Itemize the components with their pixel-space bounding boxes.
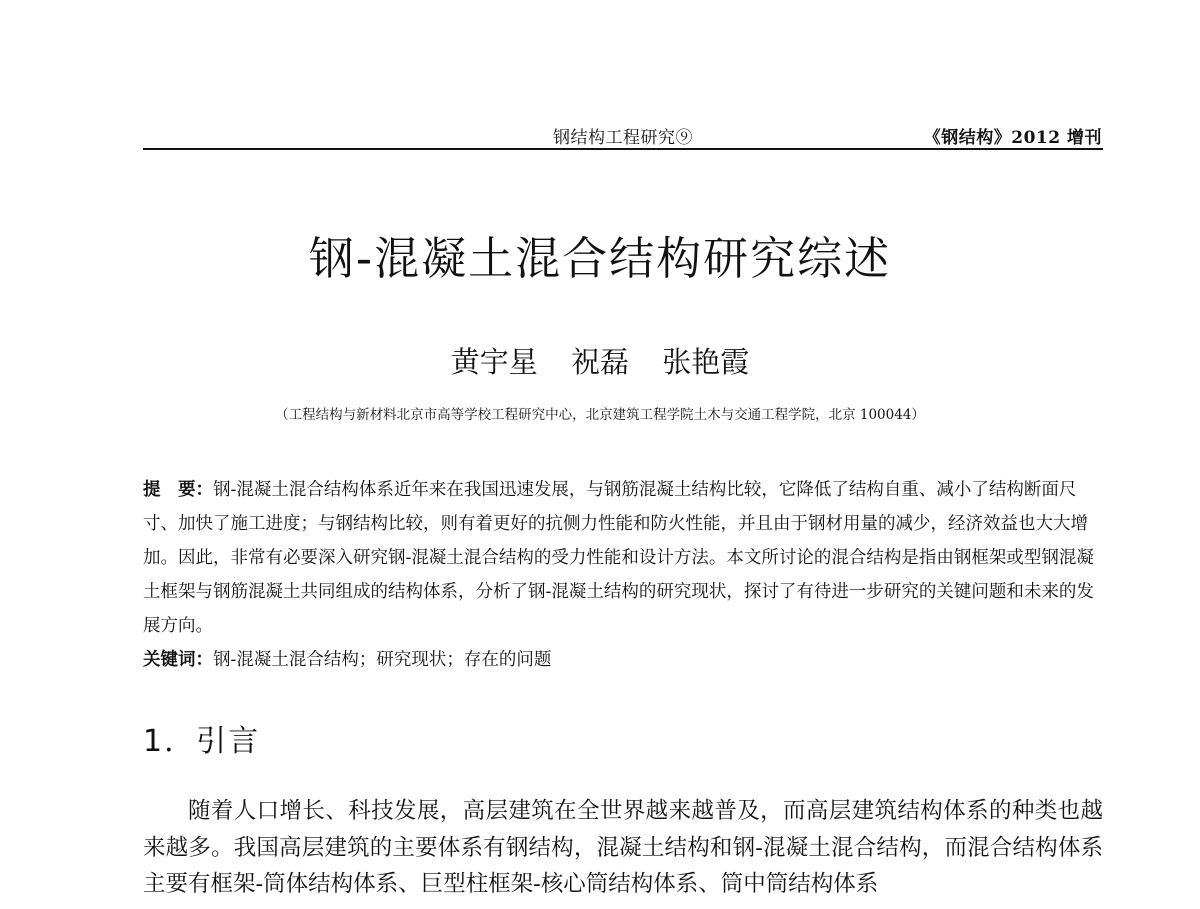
- abstract: [143, 473, 1103, 643]
- keywords: [143, 646, 1103, 671]
- abstract-label: 提 要：: [143, 480, 213, 500]
- abstract-text: 钢-混凝土混合结构体系近年来在我国迅速发展，与钢筋混凝土结构比较，它降低了结构自重、减小了结构断面尺寸、加快了施工进度；与钢结构比较，则有着更好的抗侧力性能和防火性能，并且由于钢材用量的减少，经济效益也大大增加。因此，非常有必要深入研究钢-混凝土混合结构的受力性能和设计方法。本文所讨论的混合结构是指由钢框架或型钢混凝土框架与钢筋混凝土共同组成的结构体系，分析了钢-混凝土结构的研究现状，探讨了有待进一步研究的关键问题和未来的发展方向。: [143, 480, 1094, 636]
- keywords-text: 钢-混凝土混合结构；研究现状；存在的问题: [213, 650, 552, 670]
- author-name: 祝磊: [570, 345, 629, 379]
- paragraph: 随着人口增长、科技发展，高层建筑在全世界越来越普及，而高层建筑结构体系的种类也越来越多。我国高层建筑的主要体系有钢结构，混凝土结构和钢-混凝土混合结构，而混合结构体系主要有框架-筒体结构体系、巨型柱框架-核心筒结构体系、筒中筒结构体系: [143, 798, 1103, 897]
- running-head-journal: 《钢结构》2012 增刊: [923, 128, 1102, 148]
- author-name: 黄宇星: [450, 345, 538, 379]
- running-head-series: 钢结构工程研究⑨: [553, 128, 693, 148]
- keywords-label: 关键词：: [143, 650, 213, 670]
- author-name: 张艳霞: [662, 345, 750, 379]
- section-heading-introduction: 1．引言: [143, 724, 261, 759]
- author-list: [0, 340, 1200, 381]
- paper-title: 钢-混凝土混合结构研究综述: [308, 232, 892, 285]
- author-affiliation: （工程结构与新材料北京市高等学校工程研究中心，北京建筑工程学院土木与交通工程学院，北京 100044）: [275, 407, 925, 423]
- header-rule: [143, 148, 1103, 150]
- body-text: [143, 793, 1103, 903]
